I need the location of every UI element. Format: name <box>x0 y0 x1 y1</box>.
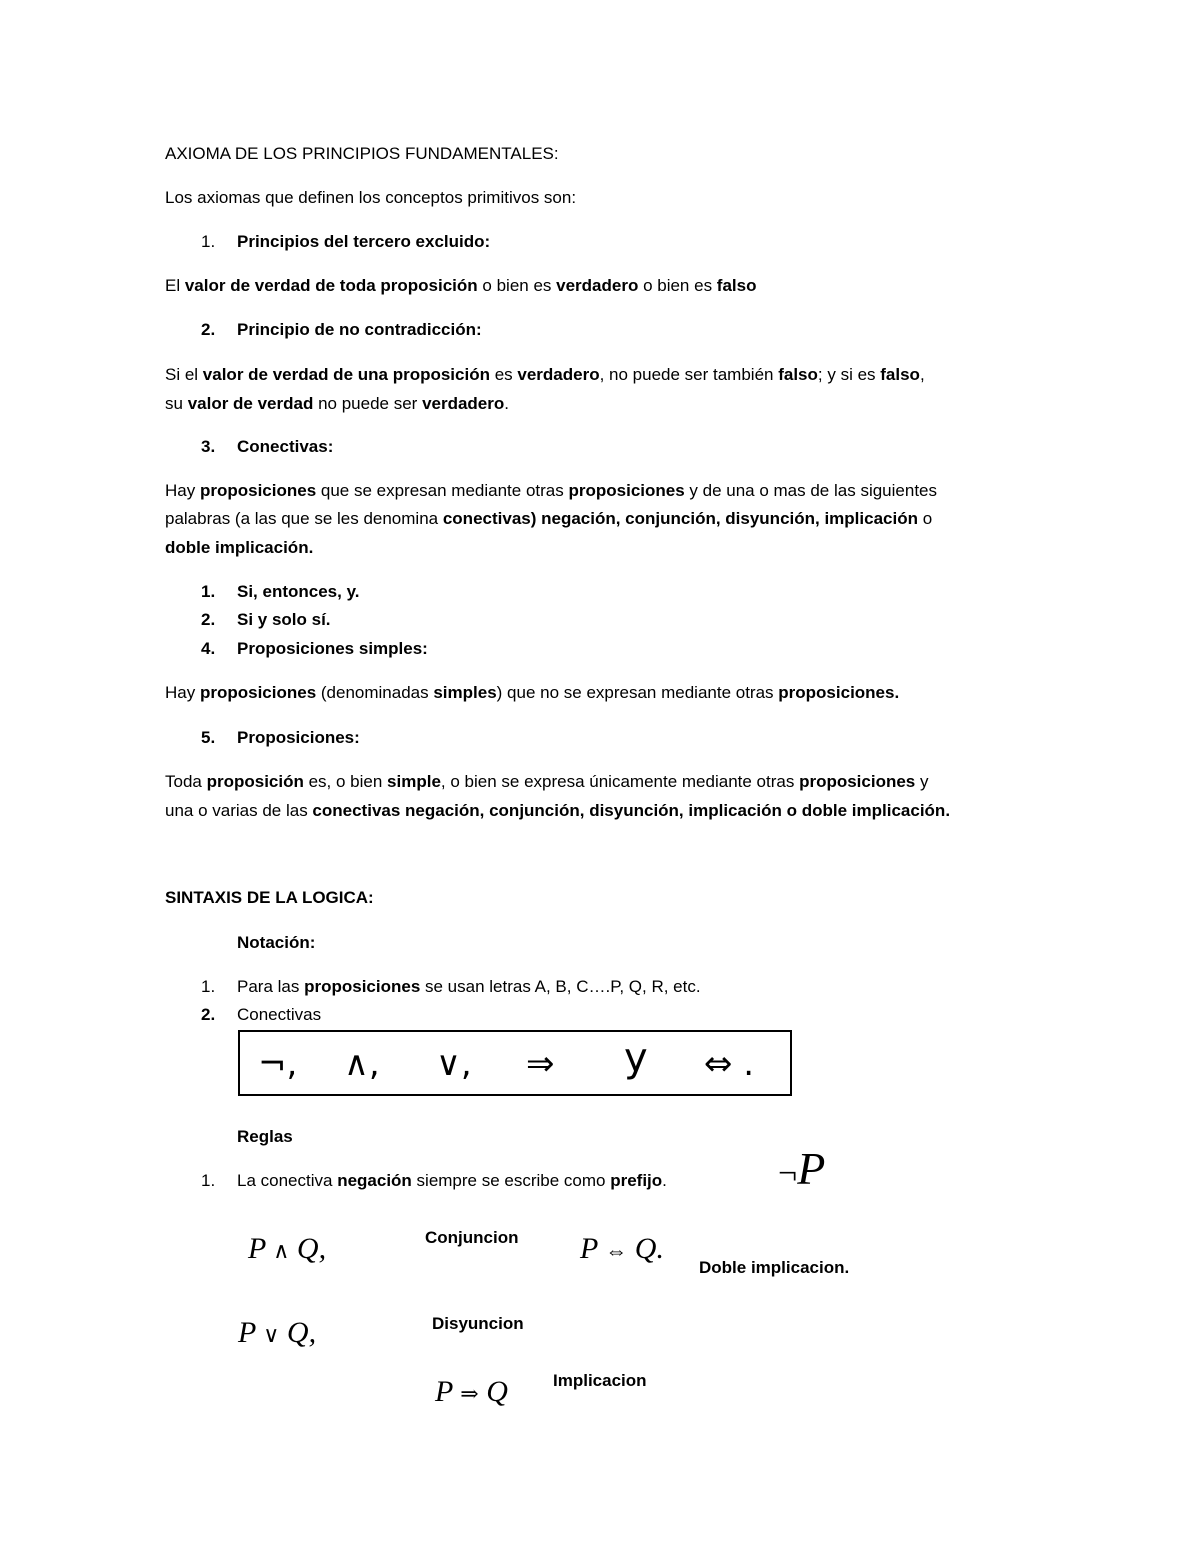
notation-item-1: Para las proposiciones se usan letras A, B, C….P, Q, R, etc. <box>237 977 701 996</box>
disjunction-label: Disyuncion <box>432 1314 524 1333</box>
subheading-notation: Notación: <box>237 933 316 952</box>
list-number: 1. <box>201 232 216 251</box>
disjunction-formula: P ∨ Q, <box>238 1316 317 1349</box>
list-item-label: Principio de no contradicción: <box>237 320 482 339</box>
paragraph-5-line-2: una o varias de las conectivas negación, conjunción, disyunción, implicación o doble implicación. <box>165 801 951 820</box>
intro-text: Los axiomas que definen los conceptos primitivos son: <box>165 188 577 207</box>
paragraph-5-line-1: Toda proposición es, o bien simple, o bien se expresa únicamente mediante otras proposiciones y <box>165 772 929 791</box>
paragraph-2-line-2: su valor de verdad no puede ser verdadero. <box>165 394 509 413</box>
list-number: 4. <box>201 639 216 658</box>
paragraph-3-line-2: palabras (a las que se les denomina conectivas) negación, conjunción, disyunción, implicación o <box>165 509 933 528</box>
rule-item-1: La conectiva negación siempre se escribe como prefijo. <box>237 1171 667 1190</box>
list-number: 2. <box>201 610 216 629</box>
list-number: 2. <box>201 320 216 339</box>
list-item-label: Si y solo sí. <box>237 610 331 629</box>
list-number: 3. <box>201 437 216 456</box>
list-number: 1. <box>201 977 216 996</box>
list-item-label: Proposiciones simples: <box>237 639 428 658</box>
paragraph-4: Hay proposiciones (denominadas simples) que no se expresan mediante otras proposiciones. <box>165 683 900 702</box>
conjunction-formula: P ∧ Q, <box>248 1232 327 1265</box>
iff-symbol: ⇔ . <box>704 1044 755 1084</box>
page-title: AXIOMA DE LOS PRINCIPIOS FUNDAMENTALES: <box>165 144 559 163</box>
negation-formula: ¬P <box>778 1143 826 1194</box>
biconditional-formula: P ⇔ Q. <box>580 1232 664 1265</box>
list-number: 2. <box>201 1005 216 1024</box>
list-item-label: Conectivas: <box>237 437 334 456</box>
paragraph-3-line-3: doble implicación. <box>165 538 314 557</box>
list-number: 1. <box>201 1171 216 1190</box>
list-item-label: Si, entonces, y. <box>237 582 360 601</box>
notation-item-2: Conectivas <box>237 1005 322 1024</box>
and-symbol: ∧, <box>344 1044 380 1084</box>
biconditional-label: Doble implicacion. <box>699 1258 850 1277</box>
implies-symbol: ⇒ <box>526 1044 555 1084</box>
list-number: 5. <box>201 728 216 747</box>
or-symbol: ∨, <box>436 1044 472 1084</box>
connectives-box <box>238 1030 792 1096</box>
subheading-rules: Reglas <box>237 1127 293 1146</box>
paragraph-3-line-1: Hay proposiciones que se expresan mediante otras proposiciones y de una o mas de las siguientes <box>165 481 937 500</box>
list-item-label: Principios del tercero excluido: <box>237 232 491 251</box>
paragraph-2-line-1: Si el valor de verdad de una proposición es verdadero, no puede ser también falso; y si es falso, <box>165 365 925 384</box>
paragraph-1: El valor de verdad de toda proposición o bien es verdadero o bien es falso <box>165 276 757 295</box>
list-item-label: Proposiciones: <box>237 728 360 747</box>
y-symbol: y <box>624 1035 648 1081</box>
implication-formula: P ⇒ Q <box>435 1375 508 1408</box>
conjunction-label: Conjuncion <box>425 1228 519 1247</box>
implication-label: Implicacion <box>553 1371 647 1390</box>
negation-symbol: ¬, <box>258 1044 298 1084</box>
list-number: 1. <box>201 582 216 601</box>
section-heading: SINTAXIS DE LA LOGICA: <box>165 888 374 907</box>
